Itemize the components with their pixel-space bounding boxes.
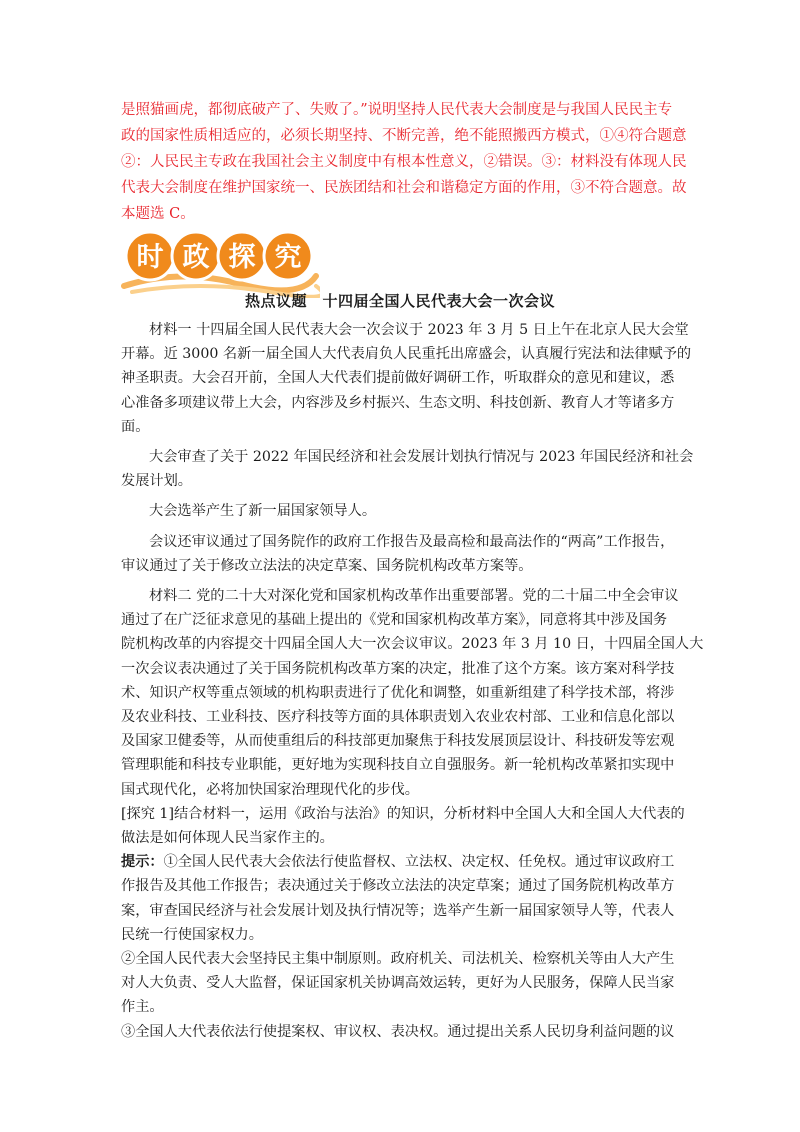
banner-char: 究 bbox=[274, 242, 302, 273]
answer-explanation bbox=[121, 97, 687, 227]
banner-graphic bbox=[120, 222, 320, 298]
answer-line: ②：人民民主专政在我国社会主义制度中有根本性意义，②错误。③：材料没有体现人民 bbox=[121, 154, 687, 170]
hint-line: ③全国人大代表依法行使提案权、审议权、表决权。通过提出关系人民切身利益问题的议 bbox=[121, 1023, 675, 1040]
material1-line: 神圣职责。大会召开前，全国人大代表们提前做好调研工作，听取群众的意见和建议，悉 bbox=[121, 370, 675, 387]
material2-line: 院机构改革的内容提交十四届全国人大一次会议审议。2023 年 3 月 10 日，十四届全国人大 bbox=[121, 636, 704, 653]
material2-line: 材料二 党的二十大对深化党和国家机构改革作出重要部署。党的二十届二中全会审议 bbox=[149, 588, 679, 605]
hint-label: 提示： bbox=[121, 854, 164, 871]
answer-line: 是照猫画虎，都彻底破产了、失败了。”说明坚持人民代表大会制度是与我国人民民主专 bbox=[121, 102, 673, 118]
hint-line: 作主。 bbox=[121, 999, 164, 1016]
explore-label: [探究 1] bbox=[121, 805, 174, 822]
hint-line bbox=[121, 850, 686, 874]
material1-line: 会议还审议通过了国务院作的政府工作报告及最高检和最高法作的“两高”工作报告， bbox=[149, 533, 675, 550]
body-text bbox=[121, 318, 704, 1044]
material2-line: 通过了在广泛征求意见的基础上提出的《党和国家机构改革方案》，同意将其中涉及国务 bbox=[121, 612, 668, 629]
answer-line: 本题选 C。 bbox=[121, 206, 195, 222]
hint-line: ②全国人民代表大会坚持民主集中制原则。政府机关、司法机关、检察机关等由人大产生 bbox=[121, 951, 675, 968]
material1-line: 心准备多项建议带上大会，内容涉及乡村振兴、生态文明、科技创新、教育人才等诸多方 bbox=[121, 394, 675, 411]
material1-line: 大会选举产生了新一届国家领导人。 bbox=[149, 503, 377, 520]
hint-line: 民统一行使国家权力。 bbox=[121, 926, 263, 943]
hint-text: ①全国人民代表大会依法行使监督权、立法权、决定权、任免权。通过审议政府工 bbox=[163, 854, 675, 871]
material2-line: 管理职能和科技专业职能，更好地为实现科技自立自强服务。新一轮机构改革紧扣实现中 bbox=[121, 757, 675, 774]
material1-line: 面。 bbox=[121, 418, 150, 435]
answer-line: 政的国家性质相适应的，必须长期坚持、不断完善，绝不能照搬西方模式，①④符合题意 bbox=[121, 128, 687, 144]
banner-char: 时 bbox=[136, 242, 164, 273]
hint-line: 作报告及其他工作报告；表决通过关于修改立法法的决定草案；通过了国务院机构改革方 bbox=[121, 878, 675, 895]
material2-line: 术、知识产权等重点领域的机构职责进行了优化和调整，如重新组建了科学技术部，将涉 bbox=[121, 684, 675, 701]
material2-line: 一次会议表决通过了关于国务院机构改革方案的决定，批准了这个方案。该方案对科学技 bbox=[121, 660, 675, 677]
explore-text: 结合材料一，运用《政治与法治》的知识，分析材料中全国人大和全国人大代表的 bbox=[173, 805, 685, 822]
material1-line: 发展计划。 bbox=[121, 473, 192, 490]
answer-line: 代表大会制度在维护国家统一、民族团结和社会和谐稳定方面的作用，③不符合题意。故 bbox=[121, 180, 687, 196]
material2-line: 国式现代化，必将加快国家治理现代化的步伐。 bbox=[121, 781, 419, 798]
hint-line: 对人大负责、受人大监督，保证国家机关协调高效运转，更好为人民服务，保障人民当家 bbox=[121, 975, 675, 992]
banner-char: 政 bbox=[182, 242, 210, 273]
section-banner bbox=[120, 222, 320, 298]
material1-line: 开幕。近 3000 名新一届全国人大代表肩负人民重托出席盛会，认真履行宪法和法律赋予的 bbox=[121, 346, 692, 363]
explore-line bbox=[121, 802, 686, 826]
material2-line: 及农业科技、工业科技、医疗科技等方面的具体职责划入农业农村部、工业和信息化部以 bbox=[121, 709, 675, 726]
material1-line: 大会审查了关于 2022 年国民经济和社会发展计划执行情况与 2023 年国民经济和社会 bbox=[149, 449, 694, 466]
material2-line: 及国家卫健委等，从而使重组后的科技部更加聚焦于科技发展顶层设计、科技研发等宏观 bbox=[121, 733, 675, 750]
hint-line: 案，审查国民经济与社会发展计划及执行情况等；选举产生新一届国家领导人等，代表人 bbox=[121, 902, 675, 919]
material1-line: 审议通过了关于修改立法法的决定草案、国务院机构改革方案等。 bbox=[121, 557, 533, 574]
topic-title: 热点议题 十四届全国人民代表大会一次会议 bbox=[244, 292, 555, 310]
banner-char: 探 bbox=[228, 242, 256, 273]
explore-line: 做法是如何体现人民当家作主的。 bbox=[121, 830, 334, 847]
material1-line: 材料一 十四届全国人民代表大会一次会议于 2023 年 3 月 5 日上午在北京人民大会堂 bbox=[149, 322, 689, 338]
